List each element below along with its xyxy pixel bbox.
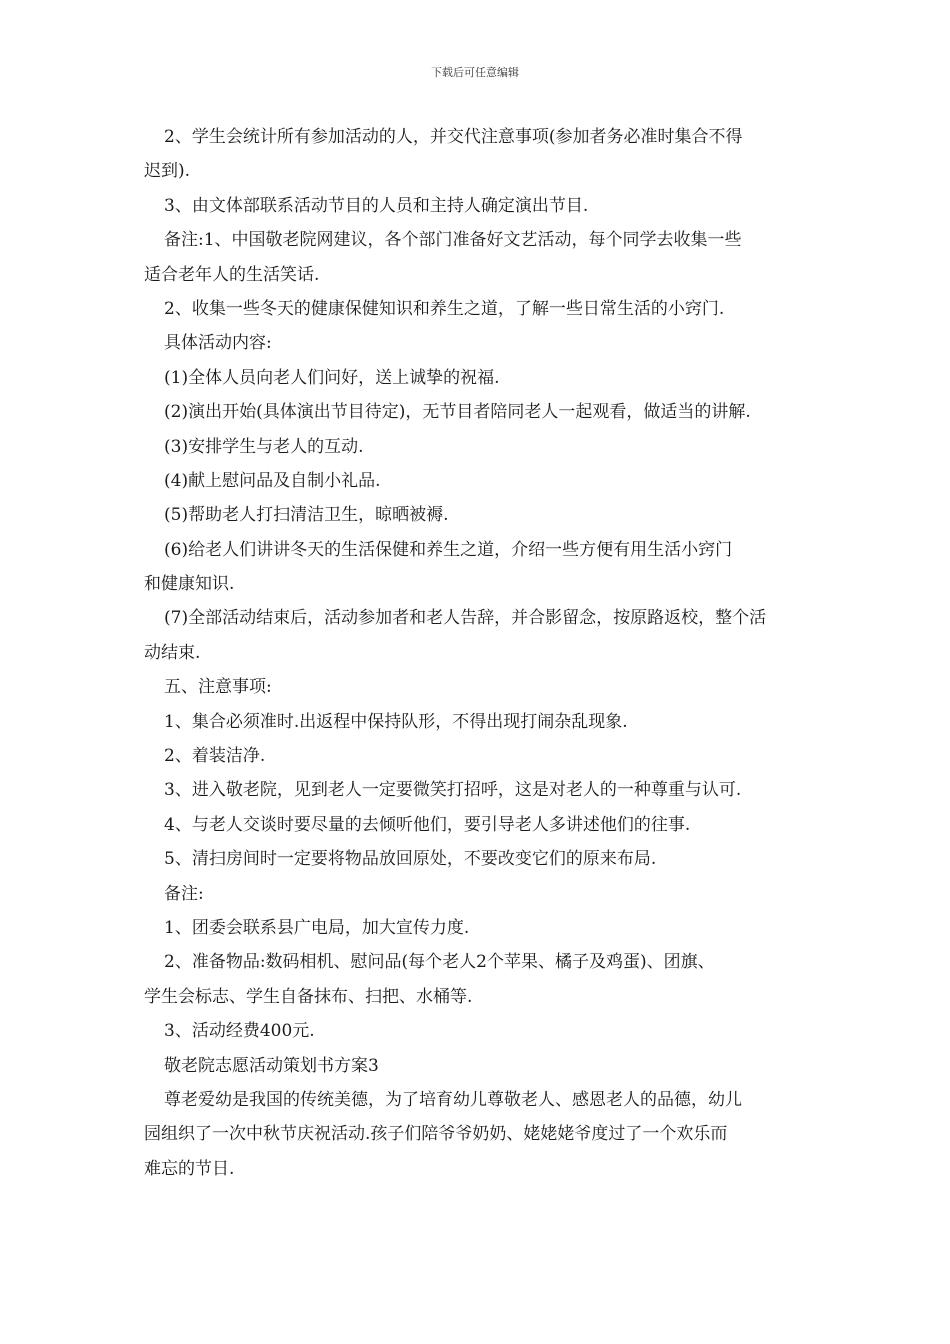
text-line: 迟到). <box>144 161 191 182</box>
text-line: (7)全部活动结束后，活动参加者和老人告辞，并合影留念，按原路返校，整个活 <box>164 608 767 629</box>
text-line: 2、着装洁净. <box>164 746 266 767</box>
text-line: 备注:1、中国敬老院网建议，各个部门准备好文艺活动，每个同学去收集一些 <box>164 230 742 251</box>
text-line: (5)帮助老人打扫清洁卫生，晾晒被褥. <box>164 505 449 526</box>
page-header: 下载后可任意编辑 <box>431 66 519 79</box>
text-line: 2、学生会统计所有参加活动的人，并交代注意事项(参加者务必准时集合不得 <box>164 127 743 147</box>
text-line: 4、与老人交谈时要尽量的去倾听他们，要引导老人多讲述他们的往事. <box>164 814 691 835</box>
text-line: (3)安排学生与老人的互动. <box>164 436 364 457</box>
text-line: 敬老院志愿活动策划书方案3 <box>164 1055 379 1076</box>
document-body <box>144 120 810 1186</box>
text-line: 1、集合必须准时.出返程中保持队形，不得出现打闹杂乱现象. <box>164 711 628 732</box>
text-line: 1、团委会联系县广电局，加大宣传力度. <box>164 917 470 938</box>
text-line: 学生会标志、学生自备抹布、扫把、水桶等. <box>144 986 473 1007</box>
text-line: 具体活动内容: <box>164 333 272 354</box>
text-line: (4)献上慰问品及自制小礼品. <box>164 470 381 491</box>
text-line: 难忘的节日. <box>144 1158 235 1179</box>
text-line: 5、清扫房间时一定要将物品放回原处，不要改变它们的原来布局. <box>164 849 657 870</box>
text-line: 备注: <box>164 883 204 904</box>
text-line: 2、准备物品:数码相机、慰问品(每个老人2个苹果、橘子及鸡蛋)、团旗、 <box>164 952 715 973</box>
text-line: 五、注意事项: <box>164 677 272 698</box>
text-line: 适合老年人的生活笑话. <box>144 264 320 285</box>
text-line: (2)演出开始(具体演出节目待定)，无节目者陪同老人一起观看，做适当的讲解. <box>164 402 751 423</box>
text-line: 3、由文体部联系活动节目的人员和主持人确定演出节目. <box>164 195 589 216</box>
text-line: 园组织了一次中秋节庆祝活动.孩子们陪爷爷奶奶、姥姥姥爷度过了一个欢乐而 <box>144 1124 728 1145</box>
text-line: 尊老爱幼是我国的传统美德，为了培育幼儿尊敬老人、感恩老人的品德，幼儿 <box>164 1089 742 1110</box>
text-line: 3、进入敬老院，见到老人一定要微笑打招呼，这是对老人的一种尊重与认可. <box>164 780 742 801</box>
text-line: (6)给老人们讲讲冬天的生活保健和养生之道，介绍一些方便有用生活小窍门 <box>164 539 733 560</box>
text-line: 3、活动经费400元. <box>164 1021 315 1042</box>
text-line: 动结束. <box>144 642 201 663</box>
text-line: 和健康知识. <box>144 574 235 595</box>
text-line: 2、收集一些冬天的健康保健知识和养生之道，了解一些日常生活的小窍门. <box>164 298 725 319</box>
text-line: (1)全体人员向老人们问好，送上诚挚的祝福. <box>164 367 500 388</box>
